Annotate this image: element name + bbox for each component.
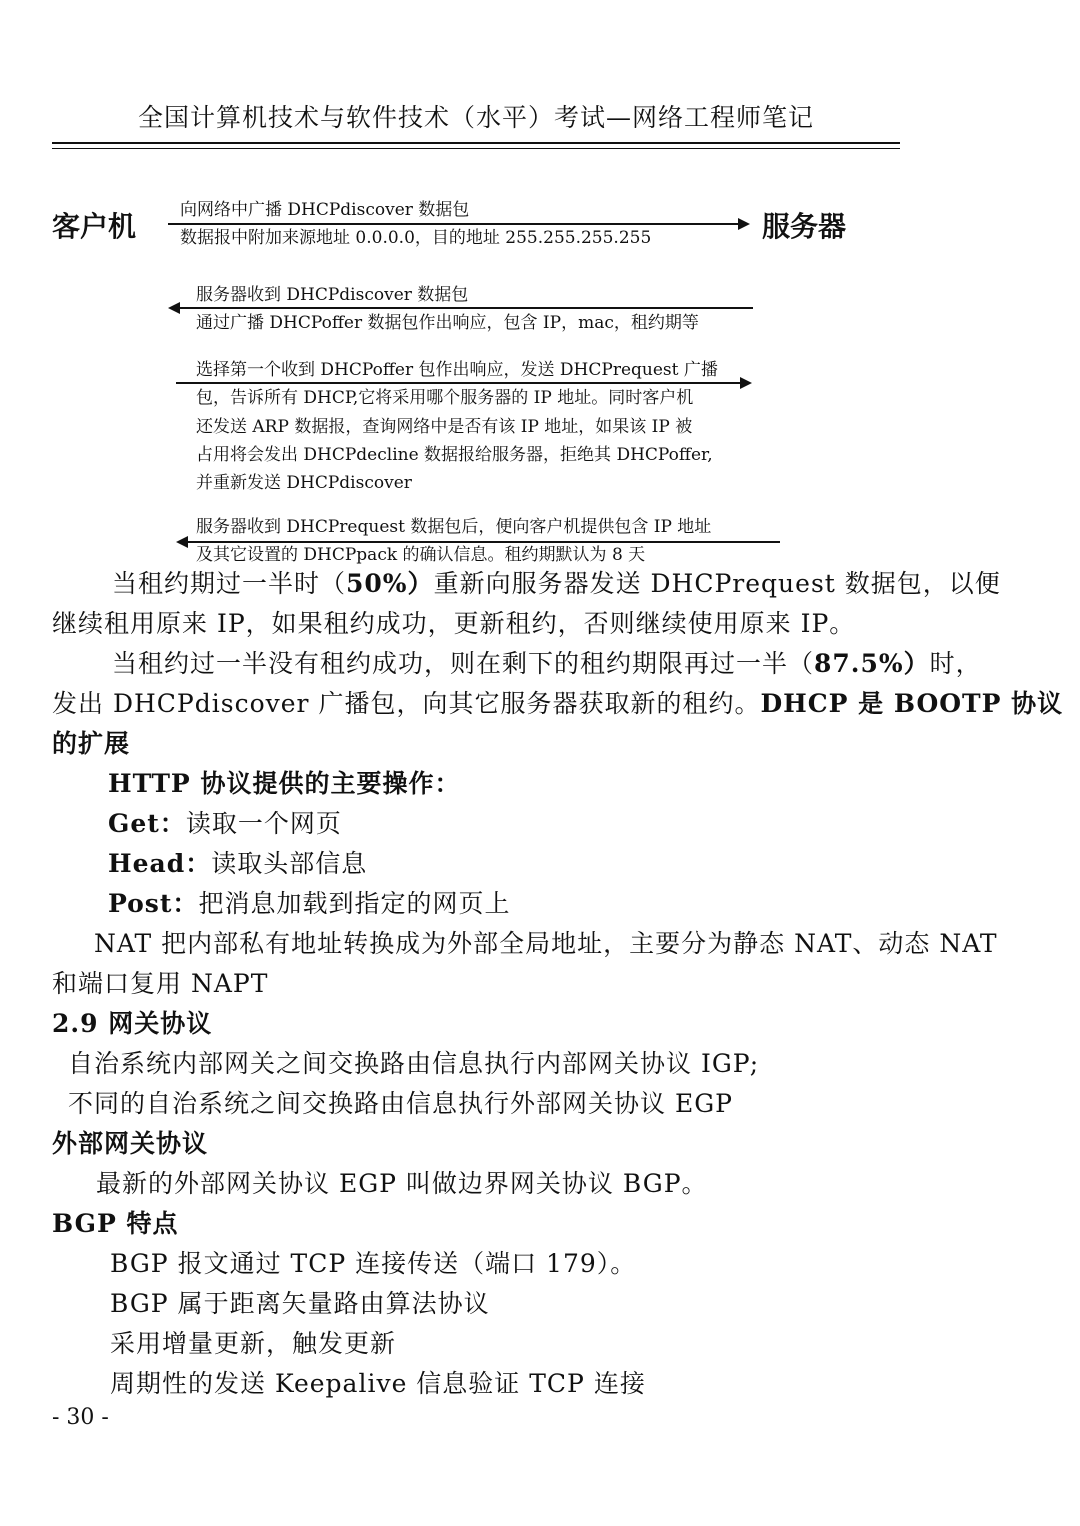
renewal-text-a: 当租约期过一半时（: [112, 569, 347, 598]
renewal-text-b: 重新向服务器发送 DHCPrequest 数据包，以便: [433, 569, 1001, 598]
http-head: [108, 844, 367, 884]
http-get: [108, 804, 342, 844]
step2-line1: 服务器收到 DHCPdiscover 数据包: [196, 285, 469, 305]
step4-line2: 及其它设置的 DHCPpack 的确认信息。租约期默认为 8 天: [196, 545, 646, 565]
bgp-item-2: BGP 属于距离矢量路由算法协议: [110, 1289, 490, 1318]
rebind-text-c: 发出 DHCPdiscover 广播包，向其它服务器获取新的租约。: [52, 689, 761, 718]
dhcp-bootp-note: DHCP 是 BOOTP 协议: [760, 689, 1064, 718]
step2-line2: 通过广播 DHCPoffer 数据包作出响应，包含 IP，mac，租约期等: [196, 313, 699, 333]
step3-line4: 占用将会发出 DHCPdecline 数据报给服务器，拒绝其 DHCPoffer,: [196, 445, 713, 465]
http-head-desc: 读取头部信息: [211, 849, 368, 878]
http-get-key: Get：: [108, 809, 186, 838]
para-renewal-line1: [112, 564, 1001, 604]
ext-gateway-text: 最新的外部网关协议 EGP 叫做边界网关协议 BGP。: [96, 1169, 708, 1198]
step3-line2: 包，告诉所有 DHCP,它将采用哪个服务器的 IP 地址。同时客户机: [196, 388, 694, 408]
para-rebind-line3: 的扩展: [52, 729, 131, 758]
section-2-9-title: 2.9 网关协议: [52, 1009, 213, 1038]
header-rule-thick: [52, 142, 900, 144]
igp-line: 自治系统内部网关之间交换路由信息执行内部网关协议 IGP;: [68, 1049, 760, 1078]
rebind-pct-875: 87.5%）: [814, 649, 930, 678]
nat-line1: NAT 把内部私有地址转换成为外部全局地址，主要分为静态 NAT、动态 NAT: [94, 929, 998, 958]
page-number: - 30 -: [52, 1405, 109, 1430]
step1-line1: 向网络中广播 DHCPdiscover 数据包: [180, 200, 470, 220]
step3-line1: 选择第一个收到 DHCPoffer 包作出响应，发送 DHCPrequest 广播: [196, 360, 718, 380]
rebind-text-a: 当租约过一半没有租约成功，则在剩下的租约期限再过一半（: [112, 649, 815, 678]
nat-line2: 和端口复用 NAPT: [52, 969, 269, 998]
bgp-item-1: BGP 报文通过 TCP 连接传送（端口 179）。: [110, 1249, 637, 1278]
http-post-key: Post：: [108, 889, 199, 918]
bgp-title: BGP 特点: [52, 1209, 179, 1238]
para-rebind-line2: [52, 684, 1063, 724]
step4-line1: 服务器收到 DHCPrequest 数据包后，便向客户机提供包含 IP 地址: [196, 517, 712, 537]
step3-line5: 并重新发送 DHCPdiscover: [196, 473, 412, 493]
rebind-text-b: 时，: [929, 649, 982, 678]
http-head-key: Head：: [108, 849, 212, 878]
server-label: 服务器: [762, 210, 847, 243]
http-get-desc: 读取一个网页: [185, 809, 342, 838]
http-post-desc: 把消息加载到指定的网页上: [198, 889, 511, 918]
http-post: [108, 884, 510, 924]
ext-gateway-title: 外部网关协议: [52, 1129, 209, 1158]
bgp-item-3: 采用增量更新，触发更新: [110, 1329, 397, 1358]
renewal-pct-50: 50%）: [346, 569, 434, 598]
para-rebind-line1: [112, 644, 982, 684]
egp-line: 不同的自治系统之间交换路由信息执行外部网关协议 EGP: [68, 1089, 733, 1118]
client-label: 客户机: [52, 210, 137, 243]
http-section-title: HTTP 协议提供的主要操作：: [108, 769, 461, 798]
bgp-item-4: 周期性的发送 Keepalive 信息验证 TCP 连接: [110, 1369, 646, 1398]
step3-line3: 还发送 ARP 数据报，查询网络中是否有该 IP 地址，如果该 IP 被: [196, 417, 693, 437]
para-renewal-line2: 继续租用原来 IP，如果租约成功，更新租约，否则继续使用原来 IP。: [52, 609, 856, 638]
page-header-title: 全国计算机技术与软件技术（水平）考试—网络工程师笔记: [137, 103, 814, 132]
step1-line2: 数据报中附加来源地址 0.0.0.0，目的地址 255.255.255.255: [180, 228, 652, 248]
header-rule-thin: [52, 148, 900, 149]
